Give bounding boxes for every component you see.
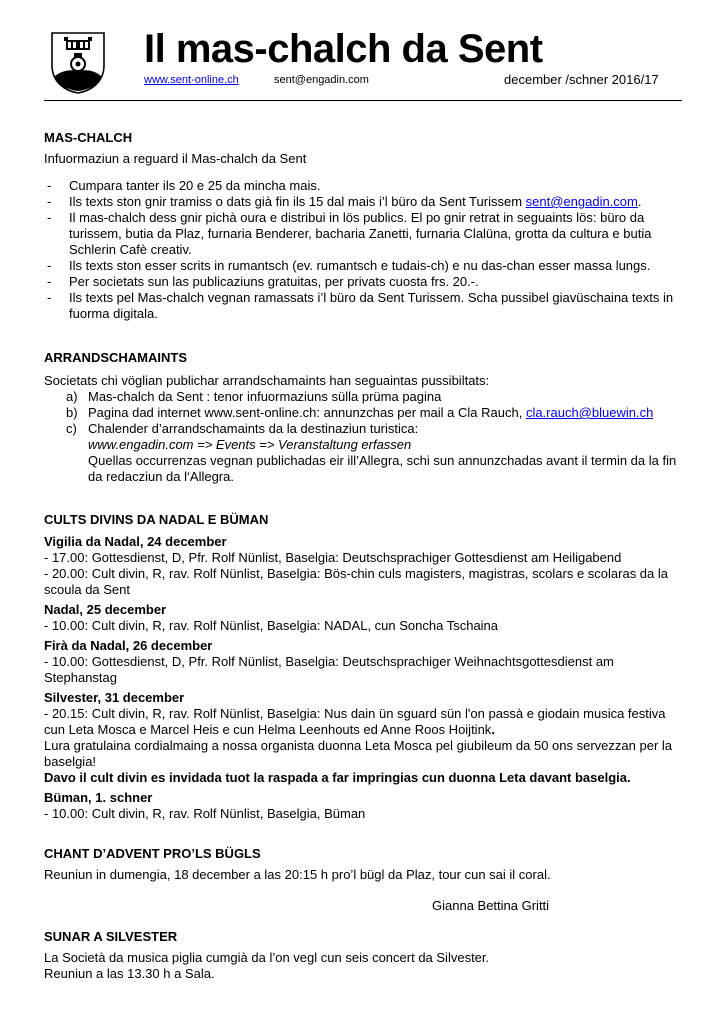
signature: Gianna Bettina Gritti [432, 898, 550, 913]
event-note: Quellas occurrenzas vegnan publichadas eir ill’Allegra, schi sun annunzchadas avant il termin da la fin da redacziun da l‘Allegra. [88, 453, 677, 484]
list-item: b) Pagina dad internet www.sent-online.ch: annunzchas per mail a Cla Rauch, cla.rauch@bluewin.ch [66, 405, 654, 420]
section-cults-divins [44, 512, 684, 822]
header-email: sent@engadin.com [274, 74, 369, 86]
service-entry: - 20.00: Cult divin, R, rav. Rolf Nünlist, Baselgia: Bös-chin culs magisters, magistras, scolars e scolaras da la scoula da Sent [44, 566, 668, 597]
service-day-title: Firà da Nadal, 26 december [44, 638, 213, 653]
email-link[interactable]: sent@engadin.com [525, 194, 638, 209]
list-item: - Ils texts ston esser scrits in rumantsch (ev. rumantsch e tudais-ch) e nu das-chan esser massa lungs. [44, 258, 684, 274]
section-arrandschamaints [44, 350, 684, 485]
section-text: Reuniun in dumengia, 18 december a las 20:15 h pro’l bügl da Plaz, tour cun sai il coral. [44, 867, 551, 882]
section-heading: MAS-CHALCH [44, 130, 133, 145]
list-item: - Il mas-chalch dess gnir pichà oura e distribui in lös publics. El po gnir retrat in seguaints lös: büro da turissem, butia da Plaz, furnaria Benderer, bacharia Zanetti, furnaria Clalüna, grotta da cultura e butia Schlerin Cafè creativ. [44, 210, 684, 258]
section-heading: ARRANDSCHAMAINTS [44, 350, 187, 365]
section-heading: CULTS DIVINS DA NADAL E BÜMAN [44, 512, 269, 527]
list-item: - Ils texts pel Mas-chalch vegnan ramassats i’l büro da Sent Turissem. Scha pussibel giavüschaina texts in fuorma digitala. [44, 290, 684, 322]
sent-coat-of-arms-icon [50, 31, 106, 95]
service-day-title: Silvester, 31 december [44, 690, 185, 705]
options-list [44, 389, 684, 437]
event-path: www.engadin.com => Events => Veranstaltung erfassen [88, 437, 412, 452]
list-item: a) Mas-chalch da Sent : tenor infuormaziuns sülla prüma pagina [66, 389, 442, 404]
service-day-title: Nadal, 25 december [44, 602, 167, 617]
service-entry: - 10.00: Cult divin, R, rav. Rolf Nünlist, Baselgia, Büman [44, 806, 366, 821]
newsletter-title: Il mas-chalch da Sent [144, 27, 543, 71]
info-list [44, 178, 684, 322]
section-text: La Società da musica piglia cumgià da l’on vegl cun seis concert da Silvester. [44, 950, 490, 965]
service-entry: Davo il cult divin es invidada tuot la raspada a far impringias cun duonna Leta davant baselgia. [44, 770, 631, 785]
service-day-title: Vigilia da Nadal, 24 december [44, 534, 227, 549]
service-day-title: Büman, 1. schner [44, 790, 153, 805]
issue-date: december /schner 2016/17 [504, 72, 659, 87]
section-intro: Infuormaziun a reguard il Mas-chalch da Sent [44, 151, 307, 166]
service-entry: - 10.00: Gottesdienst, D, Pfr. Rolf Nünlist, Baselgia: Deutschsprachiger Weihnachtsgottesdienst am Stephanstag [44, 654, 614, 685]
list-item: - Cumpara tanter ils 20 e 25 da mincha mais. [44, 178, 684, 194]
list-item: - Per societats sun las publicaziuns gratuitas, per privats cuosta frs. 20.-. [44, 274, 684, 290]
service-entry: Lura gratulaina cordialmaing a nossa organista duonna Leta Mosca pel giubileum da 50 ons servezzan per la baselgia! [44, 738, 673, 769]
section-chant-dadvent [44, 846, 684, 883]
list-item: - Ils texts ston gnir tramiss o dats già fin ils 15 dal mais i’l büro da Sent Turissem sent@engadin.com. [44, 194, 684, 210]
section-sunar-silvester [44, 929, 684, 982]
website-link[interactable]: www.sent-online.ch [144, 74, 239, 86]
service-entry: - 17.00: Gottesdienst, D, Pfr. Rolf Nünlist, Baselgia: Deutschsprachiger Gottesdienst am Heiligabend [44, 550, 622, 565]
header-divider [44, 100, 682, 101]
list-item: c) Chalender d’arrandschamaints da la destinaziun turistica: [66, 421, 419, 436]
email-link[interactable]: cla.rauch@bluewin.ch [525, 405, 654, 420]
service-entry: - 20.15: Cult divin, R, rav. Rolf Nünlist, Baselgia: Nus dain ün sguard sün l'on passà e giodain musica festiva cun Leta Mosca e Marcel Heis e cun Helma Leenhouts ed Anne Roos Hoijtink. [44, 706, 666, 737]
section-heading: SUNAR A SILVESTER [44, 929, 178, 944]
section-text: Reuniun a las 13.30 h a Sala. [44, 966, 215, 981]
section-mas-chalch [44, 130, 684, 322]
section-heading: CHANT D’ADVENT PRO’LS BÜGLS [44, 846, 261, 861]
service-entry: - 10.00: Cult divin, R, rav. Rolf Nünlist, Baselgia: NADAL, cun Soncha Tschaina [44, 618, 499, 633]
section-intro: Societats chi vöglian publichar arrandschamaints han seguaintas pussibiltats: [44, 373, 490, 388]
